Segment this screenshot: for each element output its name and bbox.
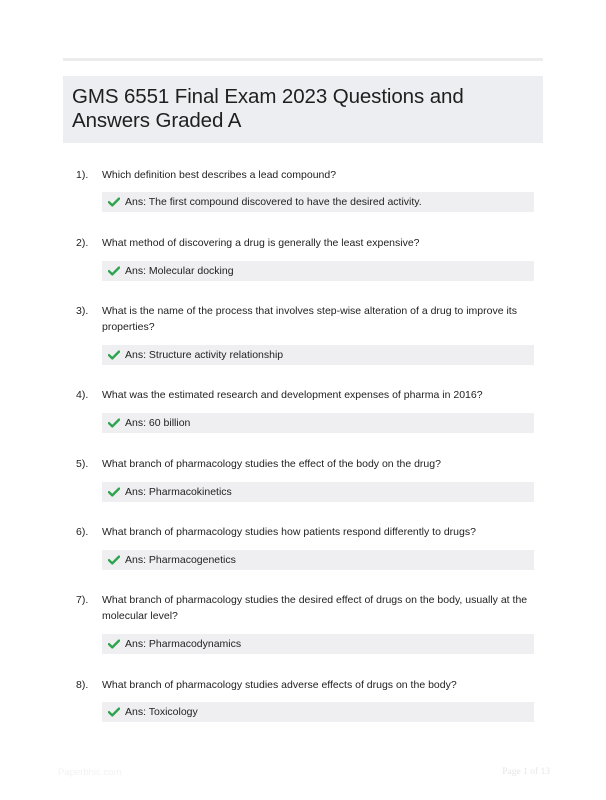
answer-box xyxy=(102,482,534,502)
question-number: 2). xyxy=(76,237,89,249)
question-text: What is the name of the process that involves step-wise alteration of a drug to improve its properties? xyxy=(102,305,517,333)
answer-text: Ans: The first compound discovered to have the desired activity. xyxy=(125,196,422,208)
question-text: What branch of pharmacology studies adverse effects of drugs on the body? xyxy=(102,679,457,691)
answer-text: Ans: Pharmacodynamics xyxy=(125,638,242,650)
answer-box xyxy=(102,413,534,433)
question-number: 1). xyxy=(76,169,89,181)
answer-text: Ans: Pharmacogenetics xyxy=(125,554,236,566)
answer-text: Ans: Toxicology xyxy=(125,706,198,718)
footer-watermark: Paperbhic.com xyxy=(58,767,122,778)
answer-text: Ans: Structure activity relationship xyxy=(125,349,284,361)
question-number: 4). xyxy=(76,389,89,401)
question-text: What branch of pharmacology studies how patients respond differently to drugs? xyxy=(102,526,476,538)
answer-box xyxy=(102,634,534,654)
check-icon xyxy=(108,639,120,649)
page-number: Page 1 of 13 xyxy=(502,767,550,777)
answer-box xyxy=(102,702,534,722)
answer-box xyxy=(102,261,534,281)
question-number: 7). xyxy=(76,594,89,606)
question-text: What was the estimated research and development expenses of pharma in 2016? xyxy=(102,389,483,401)
check-icon xyxy=(108,418,120,428)
question-number: 6). xyxy=(76,526,89,538)
question-number: 5). xyxy=(76,458,89,470)
check-icon xyxy=(108,555,120,565)
question-text: What branch of pharmacology studies the effect of the body on the drug? xyxy=(102,458,441,470)
check-icon xyxy=(108,266,120,276)
answer-box xyxy=(102,192,534,212)
check-icon xyxy=(108,707,120,717)
answer-box xyxy=(102,550,534,570)
check-icon xyxy=(108,197,120,207)
answer-text: Ans: 60 billion xyxy=(125,417,191,429)
check-icon xyxy=(108,487,120,497)
title-banner xyxy=(63,76,543,143)
answer-text: Ans: Molecular docking xyxy=(125,265,234,277)
top-divider xyxy=(63,58,543,61)
answer-text: Ans: Pharmacokinetics xyxy=(125,486,232,498)
question-text: Which definition best describes a lead compound? xyxy=(102,169,337,181)
question-number: 8). xyxy=(76,679,89,691)
question-text: What method of discovering a drug is generally the least expensive? xyxy=(102,237,420,249)
check-icon xyxy=(108,350,120,360)
question-number: 3). xyxy=(76,305,89,317)
question-text: What branch of pharmacology studies the desired effect of drugs on the body, usually at the molecular level? xyxy=(102,594,528,622)
document-title: GMS 6551 Final Exam 2023 Questions and Answers Graded A xyxy=(72,85,464,132)
answer-box xyxy=(102,345,534,365)
